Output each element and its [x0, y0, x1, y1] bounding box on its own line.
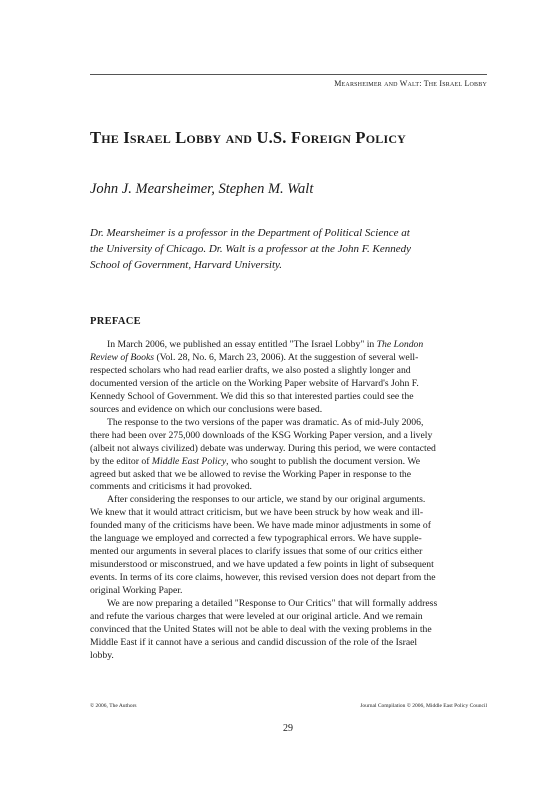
preface-body	[90, 339, 490, 663]
running-head	[334, 79, 487, 88]
text-line: We are now preparing a detailed "Response to Our Critics" that will formally address	[107, 598, 438, 610]
text-line: agreed but asked that we be allowed to revise the Working Paper in response to the	[90, 468, 412, 480]
text-line	[90, 456, 490, 469]
text-line: We knew that it would attract criticism, but we have been struck by how weak and ill-	[90, 507, 424, 519]
text-run: (Vol. 28, No. 6, March 23, 2006). At the suggestion of several well-	[154, 351, 419, 363]
text-run: by the editor of	[90, 455, 152, 467]
journal-title: Review of Books	[90, 351, 155, 363]
text-line: Kennedy School of Government. We did this so that interested parties could see the	[90, 390, 414, 402]
text-line: lobby.	[90, 649, 114, 661]
affiliation-line: the University of Chicago. Dr. Walt is a professor at the John F. Kennedy	[90, 243, 412, 255]
text-line: founded many of the criticisms have been. We have made minor adjustments in some of	[90, 520, 431, 532]
journal-title: The London	[376, 339, 424, 350]
text-line: sources and evidence on which our conclusions were based.	[90, 403, 323, 415]
text-run: , who sought to publish the document version. We	[226, 455, 421, 467]
affiliation-line: Dr. Mearsheimer is a professor in the Department of Political Science at	[90, 227, 410, 239]
text-line: convinced that the United States will not be able to deal with the vexing problems in the	[90, 623, 432, 635]
text-line: there had been over 275,000 downloads of the KSG Working Paper version, and a lively	[90, 429, 433, 441]
paragraph	[90, 494, 490, 598]
running-head-separator: :	[419, 79, 424, 88]
paragraph	[90, 598, 490, 663]
article-title: The Israel Lobby and U.S. Foreign Policy	[90, 128, 407, 147]
author-names: John J. Mearsheimer, Stephen M. Walt	[90, 181, 314, 197]
running-head-title: The Israel Lobby	[423, 79, 487, 88]
text-line: mented our arguments in several places to clarify issues that some of our critics either	[90, 546, 423, 558]
text-line: and refute the various charges that were leveled at our original article. And we remain	[90, 611, 423, 623]
text-line	[90, 352, 490, 365]
text-line: respected scholars who had read earlier drafts, we also posted a slightly longer and	[90, 364, 411, 376]
text-line	[90, 339, 490, 352]
paragraph	[90, 339, 490, 417]
affiliation-line: School of Government, Harvard University.	[90, 259, 283, 271]
text-run: In March 2006, we published an essay entitled "The Israel Lobby" in	[107, 339, 377, 350]
journal-title: Middle East Policy	[151, 455, 227, 467]
text-line: The response to the two versions of the paper was dramatic. As of mid-July 2006,	[107, 416, 424, 428]
section-heading: PREFACE	[90, 316, 141, 327]
paragraph	[90, 417, 490, 495]
running-head-authors: Mearsheimer and Walt	[334, 79, 420, 88]
header-rule	[90, 74, 487, 75]
text-line: the language we employed and corrected a few typographical errors. We have supple-	[90, 533, 422, 545]
text-line: Middle East if it cannot have a serious and candid discussion of the role of the Israel	[90, 636, 418, 648]
text-line: original Working Paper.	[90, 585, 183, 597]
page-number: 29	[283, 723, 293, 734]
text-line: events. In terms of its core claims, however, this revised version does not depart from the	[90, 572, 436, 584]
author-affiliation	[90, 225, 490, 273]
text-line: misunderstood or misconstrued, and we have updated a few points in light of subsequent	[90, 559, 434, 571]
text-line: comments and criticisms it had provoked.	[90, 481, 252, 493]
text-line: After considering the responses to our article, we stand by our original arguments.	[107, 494, 426, 506]
text-line: (albeit not always civilized) debate was underway. During this period, we were contacted	[90, 442, 436, 454]
journal-copyright-notice: Journal Compilation © 2006, Middle East Policy Council	[360, 703, 487, 709]
copyright-notice: © 2006, The Authors	[90, 703, 137, 709]
text-line: documented version of the article on the Working Paper website of Harvard's John F.	[90, 377, 419, 389]
